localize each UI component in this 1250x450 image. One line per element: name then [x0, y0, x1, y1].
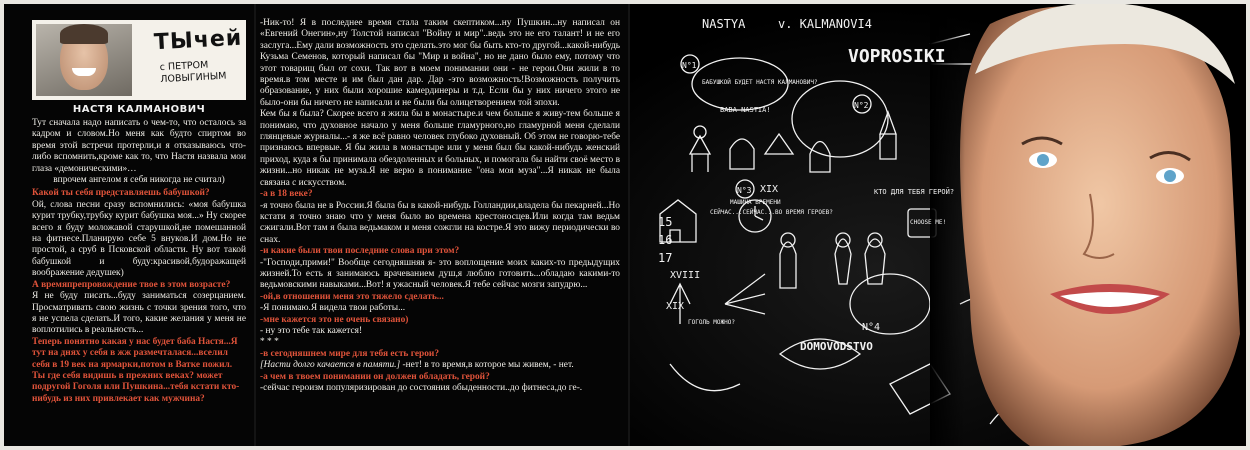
- doodle-mashina: МАШИНА ВРЕМЕНИ: [730, 199, 781, 206]
- doodle-title-left: NASTYA: [702, 17, 746, 31]
- question-1: Какой ты себя представляешь бабушкой?: [32, 188, 210, 199]
- question-9: -а чем в твоем понимании он должен обладать, герой?: [260, 371, 490, 382]
- columnist-photo: [36, 24, 132, 96]
- figure-icon: [765, 134, 793, 154]
- column-left-text: [32, 118, 246, 405]
- figure-icon: [780, 242, 796, 288]
- intro-paragraph: Тут сначала надо написать о чем-то, что осталось за кадром и словом.Но меня как будто спиртом во время этой встречи протерли,и я отказываюсь что-либо вспомнить,кроме как то, что Настя назвала мои глаза «демоническими»…: [32, 118, 246, 174]
- answer-3b: Кем бы я была? Скорее всего я жила бы в монастыре.и чем больше я живу-тем больше я понимаю, что духовное начало у меня больше гламурного,но гламурной меня сделали глянцевые журналы...- я же всё равно человек глубоко духовный. Об этом не говорю-тебе признаюсь впервые. Я бы жила в монастыре или у меня был бы какой-нибудь женский приход, куда я бы принимала обездоленных и больных, и помогала бы найти своё место в жизни...но никак не муза.Я не верю в понимание "она моя муза"...Я никак не была связана с искусством.: [260, 109, 620, 188]
- speech-bubble: [792, 81, 888, 157]
- question-2: А времяпрепровождение твое в этом возрасте?: [32, 279, 231, 290]
- column-middle-text: [260, 18, 620, 394]
- answer-7: - ну это тебе так кажется!: [260, 325, 363, 336]
- doodle-year-18: XVIII: [670, 270, 701, 281]
- doodle-domovodstvo: DOMOVODSTVO: [800, 340, 873, 353]
- doodle-title-mid: v. KALMANOVI4: [778, 17, 872, 31]
- answer-8-text: -нет! в то время,в которое мы живем, - нет.: [402, 360, 574, 371]
- question-5: -и какие были твои последние слова при этом?: [260, 246, 460, 257]
- doodle-year-17: 17: [658, 251, 673, 265]
- answer-2: Я не буду писать...буду заниматься созерцанием. Просматривать свою жизнь с точки зрения того, что я не успела сделать.И того, какие желания у меня не воплотились в реальность...: [32, 291, 246, 336]
- column-left: [4, 4, 254, 446]
- intro-signature: впрочем ангелом я себя никогда не считал): [53, 175, 225, 186]
- figure-icon: [835, 239, 851, 284]
- column-header: [32, 20, 246, 100]
- answer-1: Ой, слова песни сразу вспомнились: «моя бабушка курит трубку,трубку курит бабушка моя...» Ну скорее всего я буду моложавой старушкой,не помешанной на фитнесе.Планирую себе 5 внуков.И дом.Но не простой, а сруб в Псковской области. Ну вот такой бабушкой и буду:красивой,будоражащей воображение дедушек): [32, 199, 246, 279]
- figure-icon: [810, 142, 830, 173]
- portrait-illustration: [930, 4, 1240, 446]
- question-7: -мне кажется это не очень связано): [260, 314, 409, 325]
- answer-8: [260, 360, 620, 371]
- column-middle: [256, 4, 628, 446]
- doodle-gogol: ГОГОЛЬ МОЖНО?: [688, 319, 735, 326]
- ray-lines: [725, 274, 765, 314]
- figure-head-icon: [836, 233, 850, 247]
- answer-3: -Ник-то! Я в последнее время стала таким скептиком...ну Пушкин...ну написал он «Евгений Онегин»,ну Толстой написал "Войну и мир"..ведь это не его талант! и не его заслуга...Ему дали возможность это сделать.это мог бы быть кто-то другой...какой-нибудь Кузьма Семенов, который написал бы "Мир и война", но не дано было ему, потому что этот товарищ был от сохи. Так вот в моем понимании они - не герои.Они жили в то время.в том месте и им был дан дар. Дар -это возможность!Возможность получить образование, у них были хорошие камердинеры и т.д. Если бы у них ничего этого не было-они бы ничего не написали и не были бы олицетворением той эпохи.: [260, 18, 620, 108]
- answer-4: -я точно была не в России.Я была бы в какой-нибудь Голландии,владела бы пекарней...Но кстати я точно знаю что у меня было во времена крестоносцев.Или когда там ведьм сжигали.Вот там я была ведьмаком и меня сожгли на костре.Я это вижу периодически во снах.: [260, 200, 620, 245]
- doodle-choose: CHOOSE ME!: [910, 219, 947, 226]
- answer-9: -сейчас героизм популяризирован до состояния обыденности..до фитнеса,до ге-.: [260, 383, 583, 393]
- portrait-fade: [930, 4, 1070, 446]
- right-iris-icon: [1164, 170, 1176, 182]
- illustration-panel: [630, 4, 1246, 446]
- magazine-spread: [4, 4, 1246, 446]
- doodle-hello: BABA NASTIA!: [720, 106, 771, 114]
- doodle-n4: N°4: [862, 322, 881, 333]
- section-stars: * * *: [260, 337, 279, 348]
- figure-icon: [690, 136, 710, 172]
- answer-6: -Я понимаю.Я видела твои работы...: [260, 303, 406, 314]
- doodle-n1: N°1: [682, 61, 697, 70]
- column-logo-subtitle: с ПЕТРОМ ЛОВЫГИНЫМ: [159, 59, 227, 86]
- interviewee-name: НАСТЯ КАЛМАНОВИЧ: [72, 104, 206, 115]
- figure-head-icon: [781, 233, 795, 247]
- doodle-n2: N°2: [854, 101, 869, 110]
- chalkboard-background: [630, 4, 1246, 446]
- column-logo-title: ТЫчей: [153, 25, 243, 56]
- figure-icon: [730, 139, 754, 169]
- doodle-year-15: 15: [658, 215, 673, 229]
- doodle-year-16: 16: [658, 233, 673, 247]
- doodle-title-right: VOPROSIKI: [848, 46, 946, 67]
- doodle-year-xix: XIX: [760, 184, 779, 195]
- question-3: Теперь понятно какая у нас будет баба Настя...Я тут на днях у себя в жж размечталася...вселил себя в 19 век на ярмарки,потом в Ватке пожил. Ты где себя видишь в прежних веках? может подругой Гоголя или Пушкина...тебя кстати кто-нибудь из них привлекает как мужчина?: [32, 336, 240, 404]
- doodle-layer: [630, 4, 1246, 446]
- question-8: -в сегодняшнем мире для тебя есть герои?: [260, 348, 440, 359]
- question-6: -ой,в отношении меня это тяжело сделать...: [260, 291, 444, 302]
- figure-icon: [865, 239, 885, 284]
- answer-8-note: [Насти долго качается в памяти.]: [260, 360, 401, 371]
- doodle-babushka: БАБУШКОЙ БУДЕТ НАСТЯ КАЛМАНОВИЧ?: [702, 79, 818, 86]
- doodle-n3: N°3: [737, 186, 752, 195]
- figure-head-icon: [868, 233, 882, 247]
- question-4: -а в 18 веке?: [260, 189, 313, 200]
- swirl-line: [670, 364, 740, 391]
- doodle-kto: КТО ДЛЯ ТЕБЯ ГЕРОЙ?: [874, 188, 955, 196]
- doodle-seichas: СЕЙЧАС...СЕЙЧАС...ВО ВРЕМЯ ГЕРОЕВ?: [710, 209, 833, 216]
- answer-5: -"Господи,прими!" Вообще сегодняшняя я- это воплощение моих каких-то предыдущих жизней.То есть я занимаюсь врачеванием душ,я люблю готовить...обладаю какими-то ведьмовскими навыками...Вот! я ужасный человек.Я тебе сейчас мозги запудрю...: [260, 257, 620, 291]
- doodle-xix2: XIX: [666, 301, 685, 312]
